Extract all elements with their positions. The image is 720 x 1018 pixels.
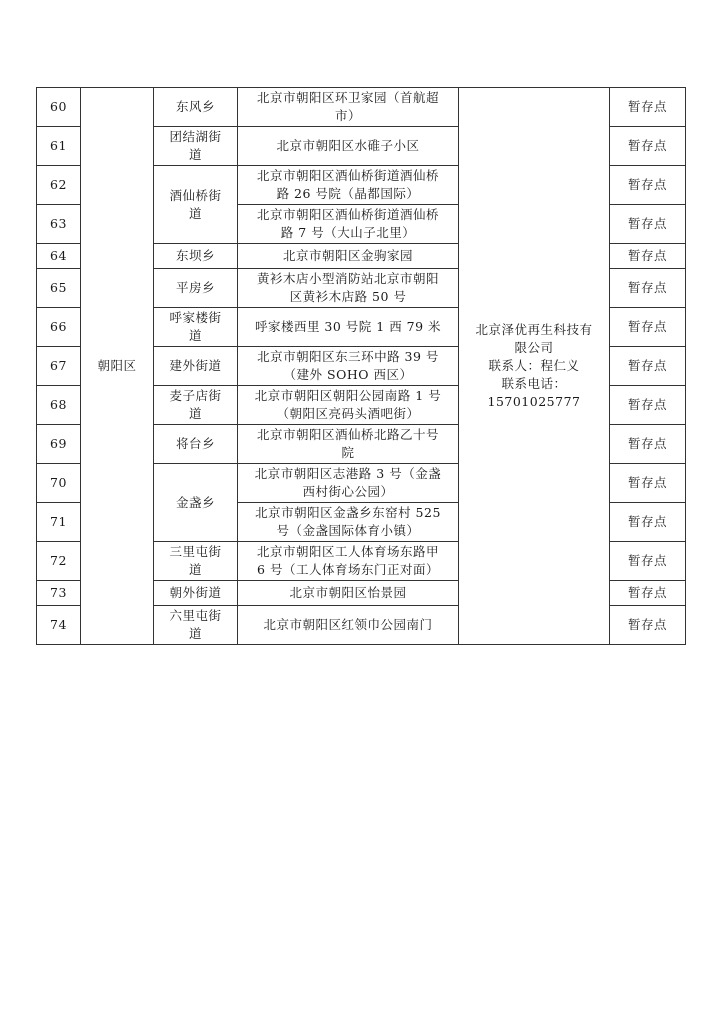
town-cell: 酒仙桥街 道: [154, 166, 238, 244]
town-cell: 麦子店街 道: [154, 386, 238, 425]
row-number: 60: [37, 88, 81, 127]
type-cell: 暂存点: [610, 386, 686, 425]
row-number: 73: [37, 581, 81, 606]
row-number: 70: [37, 464, 81, 503]
address-cell: 北京市朝阳区怡景园: [238, 581, 459, 606]
type-cell: 暂存点: [610, 244, 686, 269]
address-cell: 北京市朝阳区工人体育场东路甲 6 号（工人体育场东门正对面）: [238, 542, 459, 581]
town-cell: 团结湖街 道: [154, 127, 238, 166]
row-number: 62: [37, 166, 81, 205]
district-cell: 朝阳区: [81, 88, 154, 645]
type-cell: 暂存点: [610, 464, 686, 503]
row-number: 65: [37, 269, 81, 308]
type-cell: 暂存点: [610, 503, 686, 542]
row-number: 72: [37, 542, 81, 581]
town-cell: 平房乡: [154, 269, 238, 308]
address-cell: 北京市朝阳区酒仙桥街道酒仙桥 路 26 号院（晶都国际）: [238, 166, 459, 205]
town-cell: 东风乡: [154, 88, 238, 127]
type-cell: 暂存点: [610, 542, 686, 581]
row-number: 63: [37, 205, 81, 244]
town-cell: 金盏乡: [154, 464, 238, 542]
unit-cell: [459, 88, 610, 645]
type-cell: 暂存点: [610, 347, 686, 386]
type-cell: 暂存点: [610, 127, 686, 166]
row-number: 69: [37, 425, 81, 464]
address-cell: 北京市朝阳区酒仙桥北路乙十号 院: [238, 425, 459, 464]
town-cell: 东坝乡: [154, 244, 238, 269]
address-cell: 北京市朝阳区酒仙桥街道酒仙桥 路 7 号（大山子北里）: [238, 205, 459, 244]
row-number: 64: [37, 244, 81, 269]
contact-person: 联系人：程仁义: [488, 358, 580, 373]
address-cell: 北京市朝阳区红领巾公园南门: [238, 606, 459, 645]
address-cell: 北京市朝阳区水碓子小区: [238, 127, 459, 166]
address-cell: 北京市朝阳区金盏乡东窑村 525 号（金盏国际体育小镇）: [238, 503, 459, 542]
town-cell: 六里屯街 道: [154, 606, 238, 645]
town-cell: 三里屯街 道: [154, 542, 238, 581]
table-row: [37, 88, 686, 127]
row-number: 68: [37, 386, 81, 425]
address-cell: 北京市朝阳区环卫家园（首航超 市）: [238, 88, 459, 127]
address-cell: 黄衫木店小型消防站北京市朝阳 区黄衫木店路 50 号: [238, 269, 459, 308]
phone-label: 联系电话：: [501, 376, 567, 391]
address-cell: 北京市朝阳区金驹家园: [238, 244, 459, 269]
town-cell: 呼家楼街 道: [154, 308, 238, 347]
type-cell: 暂存点: [610, 308, 686, 347]
type-cell: 暂存点: [610, 269, 686, 308]
town-cell: 将台乡: [154, 425, 238, 464]
type-cell: 暂存点: [610, 88, 686, 127]
company-name-line2: 限公司: [514, 340, 554, 355]
type-cell: 暂存点: [610, 606, 686, 645]
address-cell: 北京市朝阳区朝阳公园南路 1 号 （朝阳区亮码头酒吧街）: [238, 386, 459, 425]
row-number: 71: [37, 503, 81, 542]
collection-points-table: [36, 87, 686, 645]
row-number: 74: [37, 606, 81, 645]
row-number: 61: [37, 127, 81, 166]
address-cell: 呼家楼西里 30 号院 1 西 79 米: [238, 308, 459, 347]
phone-number: 15701025777: [487, 394, 581, 409]
type-cell: 暂存点: [610, 205, 686, 244]
row-number: 67: [37, 347, 81, 386]
type-cell: 暂存点: [610, 425, 686, 464]
address-cell: 北京市朝阳区志港路 3 号（金盏 西村街心公园）: [238, 464, 459, 503]
row-number: 66: [37, 308, 81, 347]
town-cell: 建外街道: [154, 347, 238, 386]
address-cell: 北京市朝阳区东三环中路 39 号 （建外 SOHO 西区）: [238, 347, 459, 386]
type-cell: 暂存点: [610, 166, 686, 205]
company-name-line1: 北京泽优再生科技有: [475, 322, 593, 337]
type-cell: 暂存点: [610, 581, 686, 606]
town-cell: 朝外街道: [154, 581, 238, 606]
